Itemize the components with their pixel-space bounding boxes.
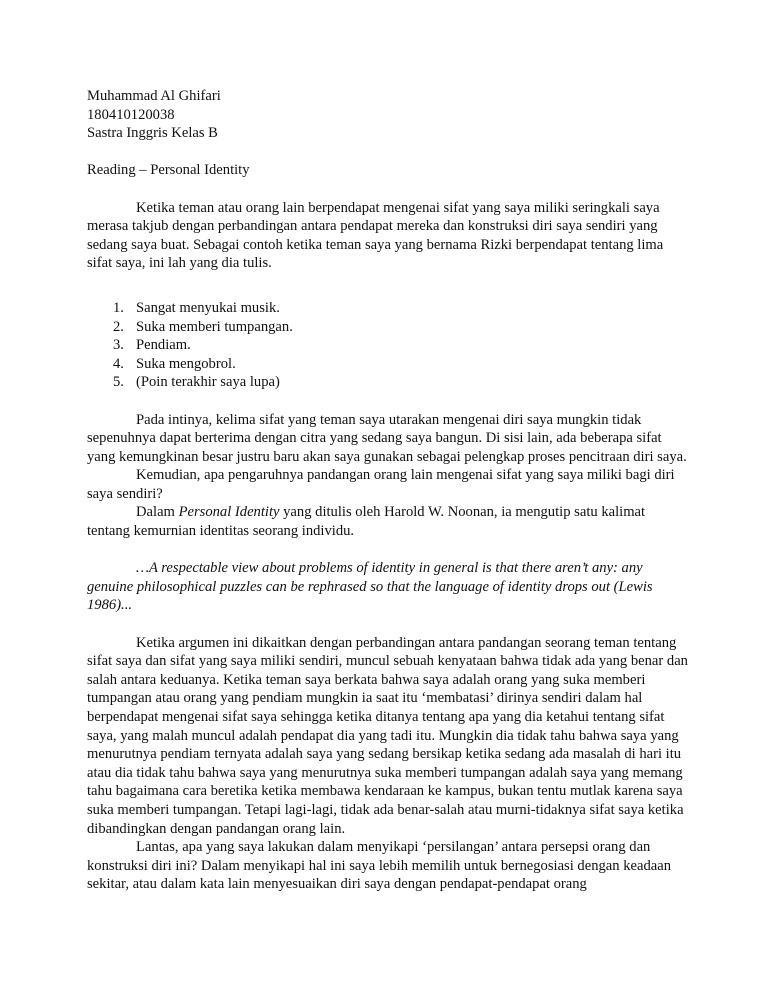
book-title: Personal Identity bbox=[178, 504, 280, 521]
paragraph-intro: Ketika teman atau orang lain berpendapat mengenai sifat yang saya miliki seringkali saya merasa takjub dengan perbandingan antara pendapat mereka dan konstruksi diri saya sendiri yang sedang saya buat. Sebagai contoh ketika teman saya yang bernama Rizki berpendapat tentang lima sifat saya, ini lah yang dia tulis. bbox=[87, 199, 664, 272]
paragraph-citation: Dalam Personal Identity yang ditulis oleh Harold W. Noonan, ia mengutip satu kalimat tentang kemurnian identitas seorang individu. bbox=[87, 504, 646, 540]
paragraph-argument: Ketika argumen ini dikaitkan dengan perbandingan antara pandangan seorang teman tentang sifat saya dan sifat yang saya miliki sendiri, muncul sebuah kenyataan bahwa tidak ada yang benar dan salah antara keduanya. Ketika teman saya berkata bahwa saya adalah orang yang suka memberi tumpangan atau orang yang pendiam mungkin ia saat itu ‘membatasi’ dirinya sendiri dalam hal berpendapat mengenai sifat saya sehingga ketika ditanya tentang apa yang dia ketahui tentang sifat saya, yang malah muncul adalah pendapat dia yang tadi itu. Mungkin dia tidak tahu bahwa saya yang menurutnya pendiam ternyata adalah saya yang sedang bersikap ketika sedang ada masalah di hari itu atau dia tidak tahu bahwa saya yang menurutnya suka memberi tumpangan adalah saya yang memang tahu bagaimana cara beretika ketika membawa kendaraan ke kampus, bukan tentu mutlak karena saya suka memberi tumpangan. Tetapi lagi-lagi, tidak ada benar-salah atau murni-tidaknya sifat saya ketika dibandingkan dengan pandangan orang lain. bbox=[87, 634, 688, 837]
document-title: Reading – Personal Identity bbox=[87, 162, 250, 179]
paragraph-response: Lantas, apa yang saya lakukan dalam menyikapi ‘persilangan’ antara persepsi orang dan konstruksi diri ini? Dalam menyikapi hal ini saya lebih memilih untuk bernegosiasi dengan keadaan sekitar, atau dalam kata lain menyesuaikan diri saya dengan pendapat-pendapat orang bbox=[87, 839, 672, 893]
list-item: 5. (Poin terakhir saya lupa) bbox=[113, 374, 280, 391]
trait-list bbox=[87, 299, 689, 392]
paragraph-essence: Pada intinya, kelima sifat yang teman saya utarakan mengenai diri saya mungkin tidak sepenuhnya dapat berterima dengan citra yang sedang saya bangun. Di sisi lain, ada beberapa sifat yang kemungkinan besar justru baru akan saya gunakan sebagai pelengkap proses pencitraan diri saya. bbox=[87, 411, 687, 465]
document-page bbox=[87, 87, 689, 894]
paragraph-question: Kemudian, apa pengaruhnya pandangan orang lain mengenai sifat yang saya miliki bagi diri saya sendiri? bbox=[87, 467, 675, 502]
list-item: 2. Suka memberi tumpangan. bbox=[113, 318, 293, 335]
author-name: Muhammad Al Ghifari bbox=[87, 88, 221, 104]
list-item: 1. Sangat menyukai musik. bbox=[113, 299, 280, 316]
list-item: 3. Pendiam. bbox=[113, 337, 191, 354]
class-name: Sastra Inggris Kelas B bbox=[87, 125, 218, 142]
block-quote: …A respectable view about problems of identity in general is that there aren’t any: any genuine philosophical puzzles can be rephrased so that the language of identity drops out (Lewis 1986)... bbox=[87, 560, 653, 614]
student-id: 180410120038 bbox=[87, 106, 175, 123]
list-item: 4. Suka mengobrol. bbox=[113, 355, 236, 372]
